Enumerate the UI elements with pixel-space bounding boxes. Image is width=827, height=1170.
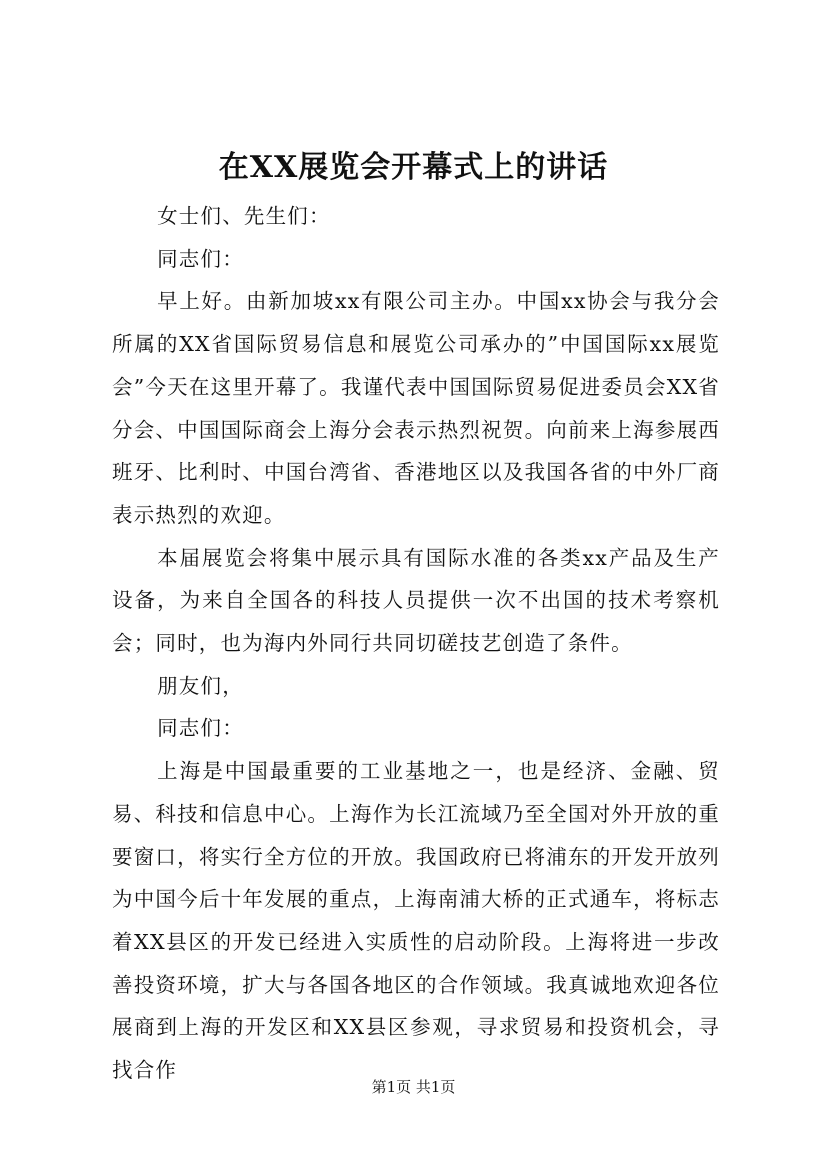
salutation-paragraph: 同志们： — [157, 716, 244, 741]
document-body — [112, 195, 720, 1092]
salutation-paragraph: 朋友们， — [157, 673, 244, 698]
page-number-footer: 第1页 共1页 — [371, 1078, 456, 1096]
salutation-paragraph: 同志们： — [157, 246, 244, 271]
body-paragraph: 早上好。由新加坡xx有限公司主办。中国xx协会与我分会所属的XX省国际贸易信息和展览公司承办的”中国国际xx展览会”今天在这里开幕了。我谨代表中国国际贸易促进委员会XX省分会、中国国际商会上海分会表示热烈祝贺。向前来上海参展西班牙、比利时、中国台湾省、香港地区以及我国各省的中外厂商表示热烈的欢迎。 — [112, 289, 720, 527]
body-paragraph: 本届展览会将集中展示具有国际水准的各类xx产品及生产设备，为来自全国各的科技人员提供一次不出国的技术考察机会；同时，也为海内外同行共同切磋技艺创造了条件。 — [112, 545, 720, 656]
document-title: 在XX展览会开幕式上的讲话 — [218, 150, 609, 185]
body-paragraph: 上海是中国最重要的工业基地之一，也是经济、金融、贸易、科技和信息中心。上海作为长江流域乃至全国对外开放的重要窗口，将实行全方位的开放。我国政府已将浦东的开发开放列为中国今后十年发展的重点，上海南浦大桥的正式通车，将标志着XX县区的开发已经进入实质性的启动阶段。上海将进一步改善投资环境，扩大与各国各地区的合作领域。我真诚地欢迎各位展商到上海的开发区和XX县区参观，寻求贸易和投资机会，寻找合作 — [112, 759, 720, 1083]
salutation-paragraph: 女士们、先生们： — [157, 204, 331, 228]
